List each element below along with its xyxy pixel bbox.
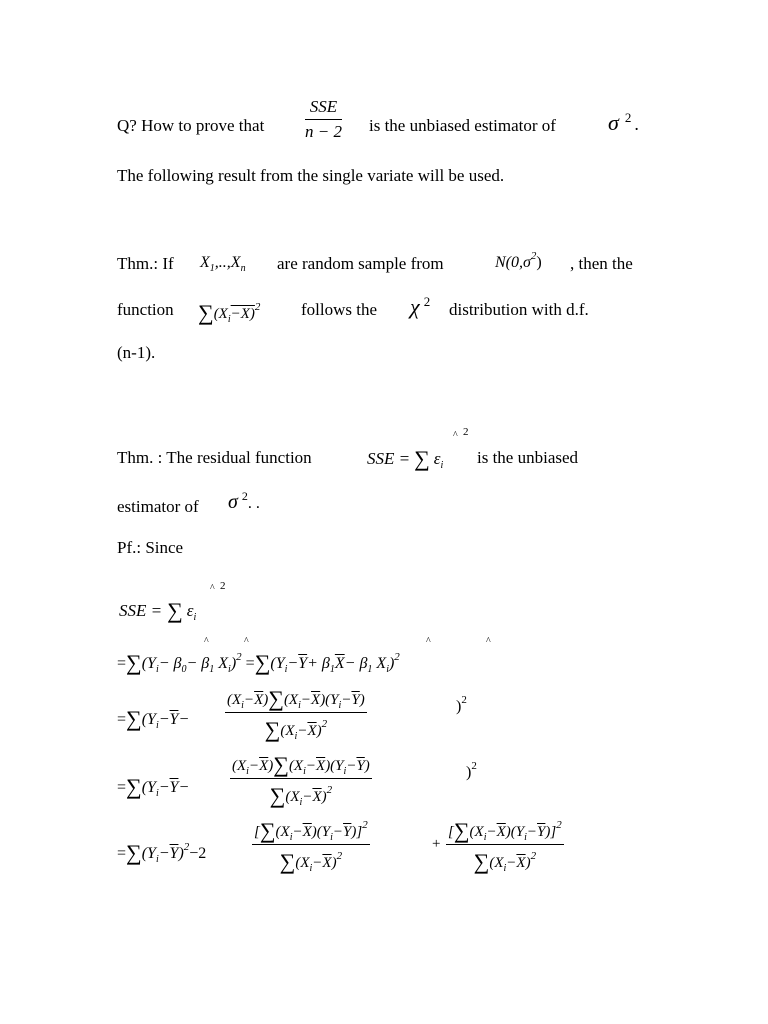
thm2-hat: ^ <box>453 430 458 441</box>
proof-line3-left: $=\sum(Y_i-\overline{Y}-$ <box>117 706 190 731</box>
proof-line1: SSE = ∑ $\varepsilon_i$ <box>119 598 197 623</box>
thm1-line1: Thm.: If <box>117 254 174 273</box>
thm1-follows: follows the <box>301 300 378 319</box>
proof-line2: $=\sum(Y_i- \beta_0- \beta_1$ $X_i)^2 =\sum(Y_i-\overline{Y}+ \beta_1\overline{X}- \beta_1$ $X_i)^2$ <box>117 650 400 675</box>
intro-text: The following result from the single variate will be used. <box>117 166 505 185</box>
thm1-line2-lead: function <box>117 300 174 319</box>
thm1-line3: (n-1). <box>117 343 156 362</box>
proof-line1-exp: 2 <box>220 580 226 592</box>
thm1-sum-expression: $\sum(X_i-X)^2$ <box>198 300 261 325</box>
proof-line3-close: )$^2$ <box>456 694 467 715</box>
question-fraction-numerator: SSE <box>305 97 342 120</box>
question-fraction-denominator: n − 2 <box>305 122 342 141</box>
chi-square-symbol: χ $^2$ <box>410 294 431 319</box>
question-middle: is the unbiased estimator of <box>369 116 556 135</box>
proof-line5-fraction-a: $\frac{[\sum(X_i-\overline{X})(Y_i-\overline{Y})]^2}{\sum(X_i-\overline{X})^2}$ <box>254 818 368 874</box>
thm2-line2: estimator of <box>117 497 199 516</box>
question-fraction <box>305 97 342 142</box>
thm1-sample-vars: $X_1,..,X_n$ <box>200 254 246 274</box>
proof-line5-plus: + <box>432 836 441 852</box>
thm1-dist: distribution with d.f. <box>449 300 589 319</box>
proof-line5-fraction-b: $\frac{[\sum(X_i-\overline{X})(Y_i-\overline{Y})]^2}{\sum(X_i-\overline{X})^2}$ <box>448 818 562 874</box>
proof-line4-close: )$^2$ <box>466 760 477 781</box>
hat-beta1-b: ^ <box>426 636 431 647</box>
hat-beta0: ^ <box>204 636 209 647</box>
thm2-sse-formula: SSE = ∑ $\varepsilon_i$ <box>367 446 444 471</box>
thm1-mid: are random sample from <box>277 254 444 273</box>
thm2-lead: Thm. : The residual function <box>117 448 312 467</box>
proof-line4-fraction: $\frac{(X_i-\overline{X})\sum(X_i-\overline{X})(Y_i-\overline{Y})}{\sum(X_i-\overline{X})^2}$ <box>232 752 370 808</box>
question-prefix: Q? How to prove that <box>117 116 265 135</box>
proof-line4-left: $=\sum(Y_i-\overline{Y}-$ <box>117 774 190 799</box>
thm1-tail: , then the <box>570 254 633 273</box>
hat-beta1-c: ^ <box>486 636 491 647</box>
thm2-sigma: σ $^2$. . <box>228 489 260 513</box>
proof-line5-left: $=\sum(Y_i-\overline{Y})^2-2$ <box>117 840 207 865</box>
proof-lead: Pf.: Since <box>117 538 184 557</box>
proof-line3-fraction: $\frac{(X_i-\overline{X})\sum(X_i-\overline{X})(Y_i-\overline{Y})}{\sum(X_i-\overline{X})^2}$ <box>227 686 365 742</box>
question-sigma: σ $^2$ . <box>608 110 639 135</box>
thm2-tail: is the unbiased <box>477 448 579 467</box>
thm1-normal: $N(0,\sigma^2)$ <box>495 250 542 271</box>
thm2-exp: 2 <box>463 426 469 438</box>
question-line <box>117 116 264 136</box>
proof-line1-hat: ^ <box>210 583 215 594</box>
hat-beta1: ^ <box>244 636 249 647</box>
